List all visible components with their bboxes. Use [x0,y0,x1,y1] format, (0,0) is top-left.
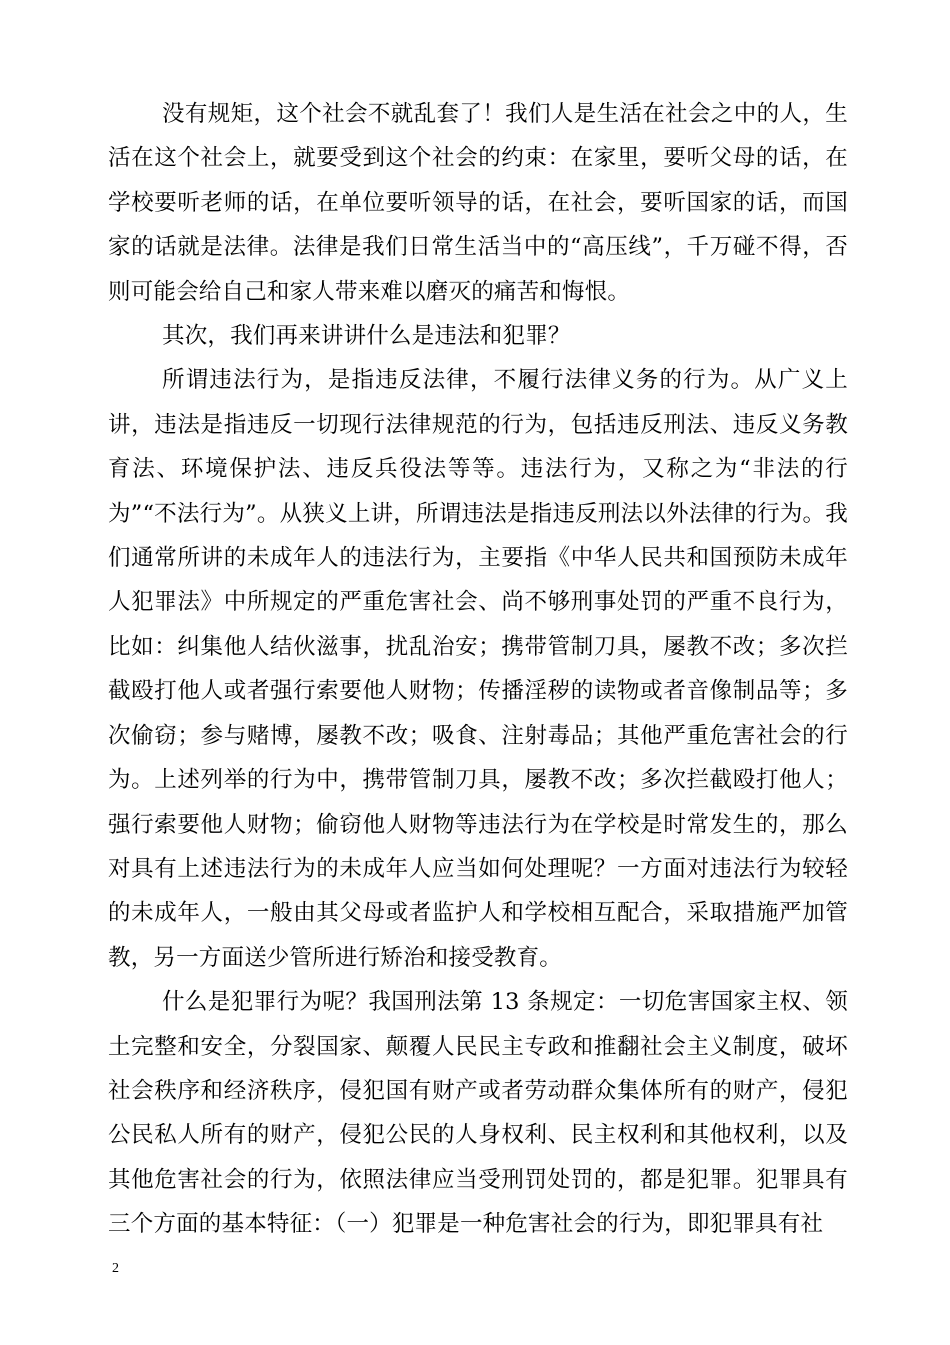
paragraph-criminal-behavior: 什么是犯罪行为呢？我国刑法第 13 条规定：一切危害国家主权、领土完整和安全，分裂国家、颠覆人民民主专政和推翻社会主义制度，破坏社会秩序和经济秩序，侵犯国有财产或者劳动群众集体所有的财产，侵犯公民私人所有的财产，侵犯公民的人身权利、民主权利和其他权利，以及其他危害社会的行为，依照法律应当受刑罚处罚的，都是犯罪。犯罪具有三个方面的基本特征：（一）犯罪是一种危害社会的行为，即犯罪具有社 [108,989,848,1238]
paragraph-secondly: 其次，我们再来讲讲什么是违法和犯罪？ [162,323,571,350]
document-body [108,92,848,1247]
page-number: 2 [112,1261,119,1276]
paragraph-rules-and-law: 没有规矩，这个社会不就乱套了！我们人是生活在社会之中的人，生活在这个社会上，就要受到这个社会的约束：在家里，要听父母的话，在学校要听老师的话，在单位要听领导的话，在社会，要听国家的话，而国家的话就是法律。法律是我们日常生活当中的“高压线”，千万碰不得，否则可能会给自己和家人带来难以磨灭的痛苦和悔恨。 [108,101,848,305]
paragraph-illegal-behavior: 所谓违法行为，是指违反法律，不履行法律义务的行为。从广义上讲，违法是指违反一切现行法律规范的行为，包括违反刑法、违反义务教育法、环境保护法、违反兵役法等等。违法行为，又称之为“非法的行为”“不法行为”。从狭义上讲，所谓违法是指违反刑法以外法律的行为。我们通常所讲的未成年人的违法行为，主要指《中华人民共和国预防未成年人犯罪法》中所规定的严重危害社会、尚不够刑事处罚的严重不良行为，比如：纠集他人结伙滋事，扰乱治安；携带管制刀具，屡教不改；多次拦截殴打他人或者强行索要他人财物；传播淫秽的读物或者音像制品等；多次偷窃；参与赌博，屡教不改；吸食、注射毒品；其他严重危害社会的行为。上述列举的行为中，携带管制刀具，屡教不改；多次拦截殴打他人；强行索要他人财物；偷窃他人财物等违法行为在学校是时常发生的，那么对具有上述违法行为的未成年人应当如何处理呢？一方面对违法行为较轻的未成年人，一般由其父母或者监护人和学校相互配合，采取措施严加管教，另一方面送少管所进行矫治和接受教育。 [108,367,848,971]
